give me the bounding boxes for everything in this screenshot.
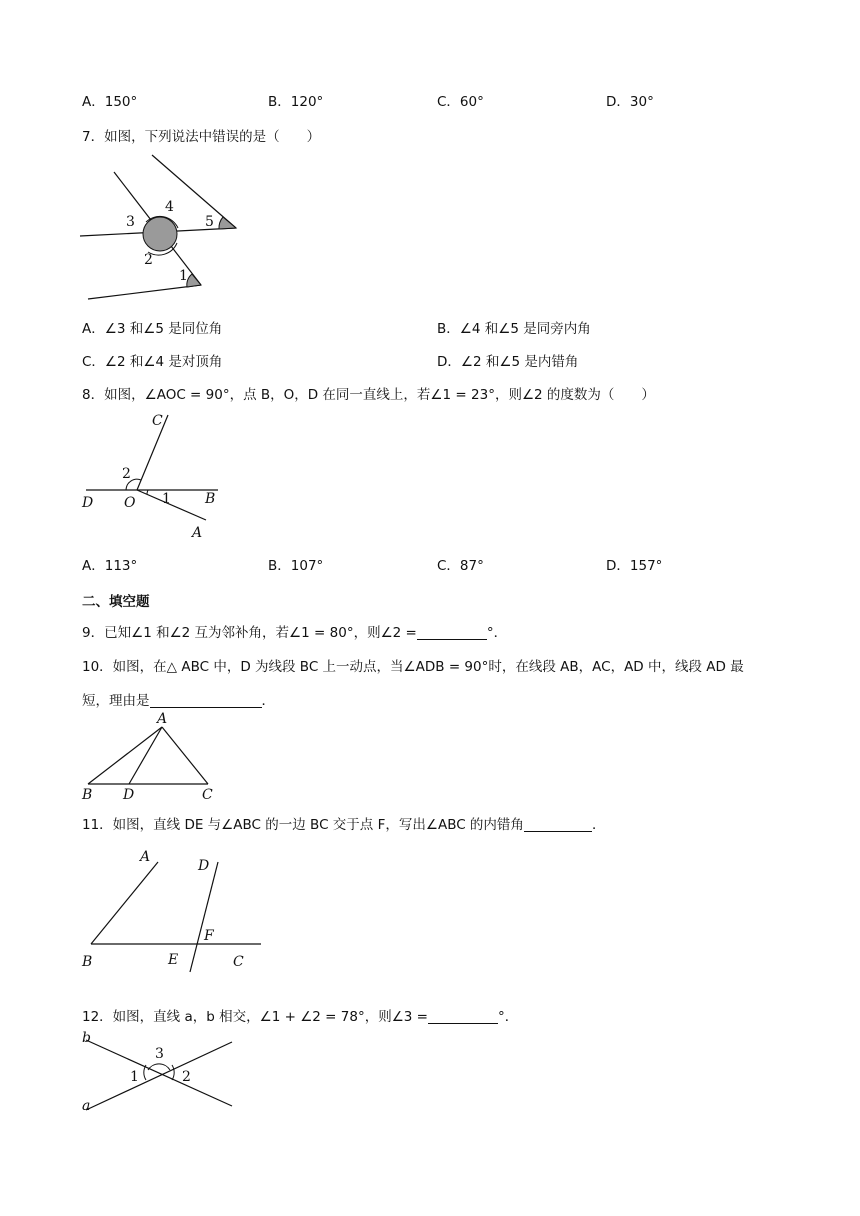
q8-option-d: D．157° <box>606 558 663 574</box>
q7-option-a: A．∠3 和∠5 是同位角 <box>82 321 223 337</box>
q9-after: °． <box>486 625 508 641</box>
q11-before: 11．如图，直线 DE 与∠ABC 的一边 BC 交于点 F，写出∠ABC 的内错角 <box>82 817 524 833</box>
q10-line2-after: ． <box>261 693 275 709</box>
q7-label-2: 2 <box>144 252 153 268</box>
q11-label-c: C <box>233 954 244 970</box>
q12-after: °． <box>498 1009 519 1025</box>
q12-text <box>82 1005 518 1025</box>
q10-label-c: C <box>202 787 213 802</box>
q7-option-d: D．∠2 和∠5 是内错角 <box>437 354 579 370</box>
q11-label-d: D <box>198 858 210 874</box>
q12-label-a: a <box>82 1098 91 1114</box>
q8-figure <box>78 405 228 545</box>
q6-option-c: C．60° <box>437 94 484 110</box>
q7-stem: 7．如图，下列说法中错误的是（ ） <box>82 129 321 145</box>
q9-text <box>82 621 507 641</box>
q12-label-1: 1 <box>130 1069 139 1085</box>
section-title: 二、填空题 <box>82 594 150 610</box>
q11-label-e: E <box>168 952 179 968</box>
q7-option-c: C．∠2 和∠4 是对顶角 <box>82 354 223 370</box>
q12-figure <box>78 1028 243 1116</box>
q7-label-4: 4 <box>165 199 174 215</box>
q10-line2-before: 短，理由是 <box>82 693 150 709</box>
q10-answer-blank[interactable] <box>150 693 262 708</box>
q11-label-f: F <box>204 928 214 944</box>
q6-option-d: D．30° <box>606 94 654 110</box>
q12-answer-blank[interactable] <box>428 1009 498 1024</box>
q12-label-b: b <box>82 1030 91 1046</box>
q12-label-2: 2 <box>182 1069 191 1085</box>
q10-line2 <box>82 689 275 709</box>
q10-line1: 10．如图，在△ ABC 中，D 为线段 BC 上一动点，当∠ADB = 90°时，在线段 AB，AC，AD 中，线段 AD 最 <box>82 659 744 675</box>
q8-label-b: B <box>205 491 216 507</box>
q10-figure <box>78 712 228 802</box>
q8-label-d: D <box>82 495 94 511</box>
q11-after: ． <box>591 817 606 833</box>
q7-label-1: 1 <box>179 268 188 284</box>
q8-option-b: B．107° <box>268 558 324 574</box>
q11-text <box>82 813 605 833</box>
q10-label-b: B <box>82 787 93 802</box>
q8-stem: 8．如图，∠AOC = 90°，点 B，O，D 在同一直线上，若∠1 = 23°，则∠2 的度数为（ ） <box>82 387 655 403</box>
q8-label-2: 2 <box>122 466 131 482</box>
q8-label-c: C <box>152 413 163 429</box>
q11-label-a: A <box>140 849 151 865</box>
q7-option-b: B．∠4 和∠5 是同旁内角 <box>437 321 591 337</box>
q12-label-3: 3 <box>155 1046 164 1062</box>
q11-label-b: B <box>82 954 93 970</box>
q7-label-5: 5 <box>205 214 214 230</box>
q10-label-d: D <box>123 787 135 802</box>
q9-before: 9．已知∠1 和∠2 互为邻补角，若∠1 = 80°，则∠2 = <box>82 625 417 641</box>
q11-answer-blank[interactable] <box>524 817 592 832</box>
q8-option-c: C．87° <box>437 558 484 574</box>
q9-answer-blank[interactable] <box>417 625 487 640</box>
q8-label-o: O <box>124 495 136 511</box>
q6-option-b: B．120° <box>268 94 324 110</box>
q7-label-3: 3 <box>126 214 135 230</box>
q11-figure <box>78 840 268 975</box>
q6-option-a: A．150° <box>82 94 138 110</box>
q12-before: 12．如图，直线 a，b 相交，∠1 + ∠2 = 78°，则∠3 = <box>82 1009 428 1025</box>
q7-figure <box>78 150 248 305</box>
q8-label-1: 1 <box>162 491 171 507</box>
q8-label-a: A <box>192 525 203 541</box>
q8-option-a: A．113° <box>82 558 138 574</box>
q10-label-a: A <box>157 712 168 727</box>
